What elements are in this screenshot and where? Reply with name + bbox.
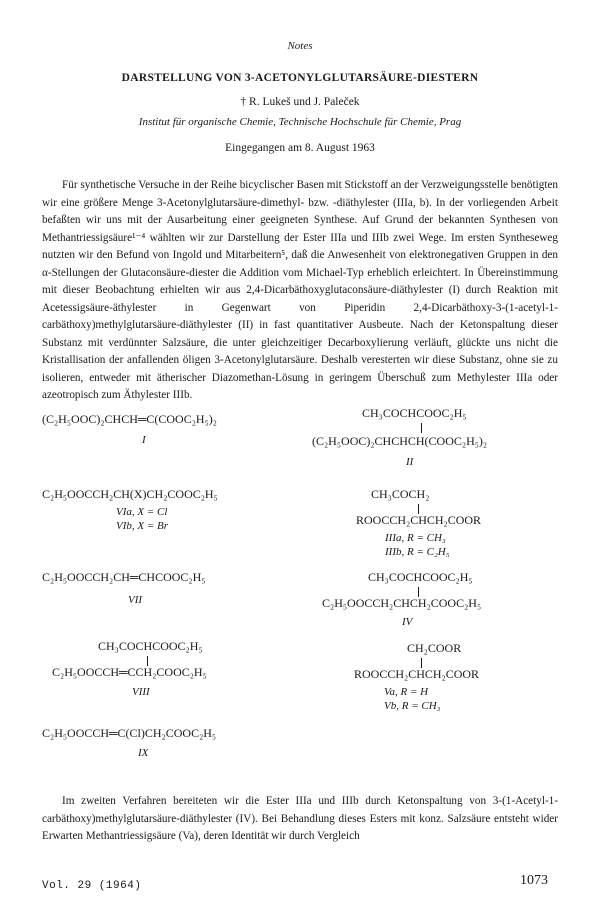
running-head: Notes bbox=[287, 40, 313, 52]
paragraph-1 bbox=[42, 177, 558, 405]
received-date: Eingegangen am 8. August 1963 bbox=[225, 142, 375, 154]
structure-Va-label: Va, R = H bbox=[384, 686, 429, 698]
structure-I-formula: (C₂H₅OOC)₂CHCH═C(COOC₂H₅)₂ bbox=[42, 412, 217, 426]
structure-III-formula: ROOCCH₂CHCH₂COOR bbox=[356, 513, 482, 527]
structure-II-label: II bbox=[406, 456, 414, 468]
institution: Institut für organische Chemie, Technische Hochschule für Chemie, Prag bbox=[138, 116, 462, 128]
structure-Vb-label: Vb, R = CH₃ bbox=[384, 700, 441, 712]
structure-IIIa-label: IIIa, R = CH₃ bbox=[385, 532, 446, 544]
structure-VI-formula: C₂H₅OOCCH₂CH(X)CH₂COOC₂H₅ bbox=[42, 487, 218, 501]
structure-VIII-substituent: CH₃COCHCOOC₂H₅ bbox=[98, 639, 203, 653]
paragraph-2-text: Im zweiten Verfahren bereiteten wir die Ester IIIa und IIIb durch Ketonspaltung von 3-(1-Acetyl-1-carbäthoxy)methylglutarsäure-diäthylester (IV). Bei Behandlung dieses Esters mit konz. Salzsäure entsteht wider Erwarten Methantriessigsäure (Va), deren Identität wir durch Vergleich bbox=[42, 795, 558, 842]
structure-IV-label: IV bbox=[402, 616, 413, 628]
structure-IX-label: IX bbox=[138, 747, 149, 759]
structure-VIa-label: VIa, X = Cl bbox=[116, 506, 168, 518]
structure-II-substituent: CH₃COCHCOOC₂H₅ bbox=[362, 406, 467, 420]
structure-III-substituent: CH₃COCH₂ bbox=[371, 487, 430, 501]
structure-IIIb-label: IIIb, R = C₂H₅ bbox=[385, 546, 450, 558]
article-title: DARSTELLUNG VON 3-ACETONYLGLUTARSÄURE-DIESTERN bbox=[121, 72, 479, 84]
structure-IX-formula: C₂H₅OOCCH═C(Cl)CH₂COOC₂H₅ bbox=[42, 726, 217, 740]
structure-I-label: I bbox=[142, 434, 146, 446]
structure-VIII-label: VIII bbox=[132, 686, 150, 698]
structure-VIb-label: VIb, X = Br bbox=[116, 520, 169, 532]
structure-IV-formula: C₂H₅OOCCH₂CHCH₂COOC₂H₅ bbox=[322, 596, 482, 610]
structure-VIII-formula: C₂H₅OOCCH═CCH₂COOC₂H₅ bbox=[52, 665, 207, 679]
structure-II-bond bbox=[421, 423, 422, 433]
footer-page-number: 1073 bbox=[520, 873, 548, 888]
paragraph-2 bbox=[42, 793, 558, 846]
structure-VII-formula: C₂H₅OOCCH₂CH═CHCOOC₂H₅ bbox=[42, 570, 206, 584]
authors: † R. Lukeš und J. Paleček bbox=[240, 96, 360, 108]
paragraph-1-text: Für synthetische Versuche in der Reihe bicyclischer Basen mit Stickstoff an der Verzweigungsstelle benötigten wir eine größere Menge 3-Acetonylglutarsäure-dimethyl- bzw. -diäthylester (IIIa, b). In der vorliegenden Arbeit befaßten wir uns mit der Ausarbeitung einer geeigneten Synthese. Auf Grund der bekannten Synthesen von Methantriessigsäure¹⁻⁴ wählten wir zur Darstellung der Ester IIIa und IIIb zwei Wege. Im ersten Syntheseweg nutzten wir den Befund von Ingold und Mitarbeitern⁵, daß die Anwesenheit von elektronegativen Gruppen in den α-Stellungen der Glutaconsäure-diester die Addition vom Michael-Typ erheblich erleichtert. In Übereinstimmung mit dieser Beobachtung erhielten wir aus 2,4-Dicarbäthoxyglutaconsäure-diäthylester (I) durch Reaktion mit Acetessigsäure-äthylester in Gegenwart von Piperidin 2,4-Dicarbäthoxy-3-(1-acetyl-1-carbäthoxy)methylglutarsäure-diäthylester (II) in fast quantitativer Ausbeute. Nach der Ketonspaltung dieser Substanz mit verdünnter Salzsäure, die unter gleichzeitiger Decarboxylierung verläuft, glückte uns nicht die Kristallisation der anfallenden öligen 3-Acetonylglutarsäure. Deshalb veresterten wir diese Substanz, ohne sie zu isolieren, entweder mit ätherischer Diazomethan-Lösung in geringem Überschuß zum Methylester IIIa oder azeotropisch zum Äthylester IIIb. bbox=[42, 179, 558, 401]
structure-II-formula: (C₂H₅OOC)₂CHCHCH(COOC₂H₅)₂ bbox=[312, 434, 488, 448]
structure-IV-substituent: CH₃COCHCOOC₂H₅ bbox=[368, 570, 473, 584]
structure-V-formula: ROOCCH₂CHCH₂COOR bbox=[354, 667, 480, 681]
structure-V-substituent: CH₂COOR bbox=[407, 641, 462, 655]
footer-volume: Vol. 29 (1964) bbox=[42, 880, 142, 892]
structure-VII-label: VII bbox=[128, 594, 143, 606]
